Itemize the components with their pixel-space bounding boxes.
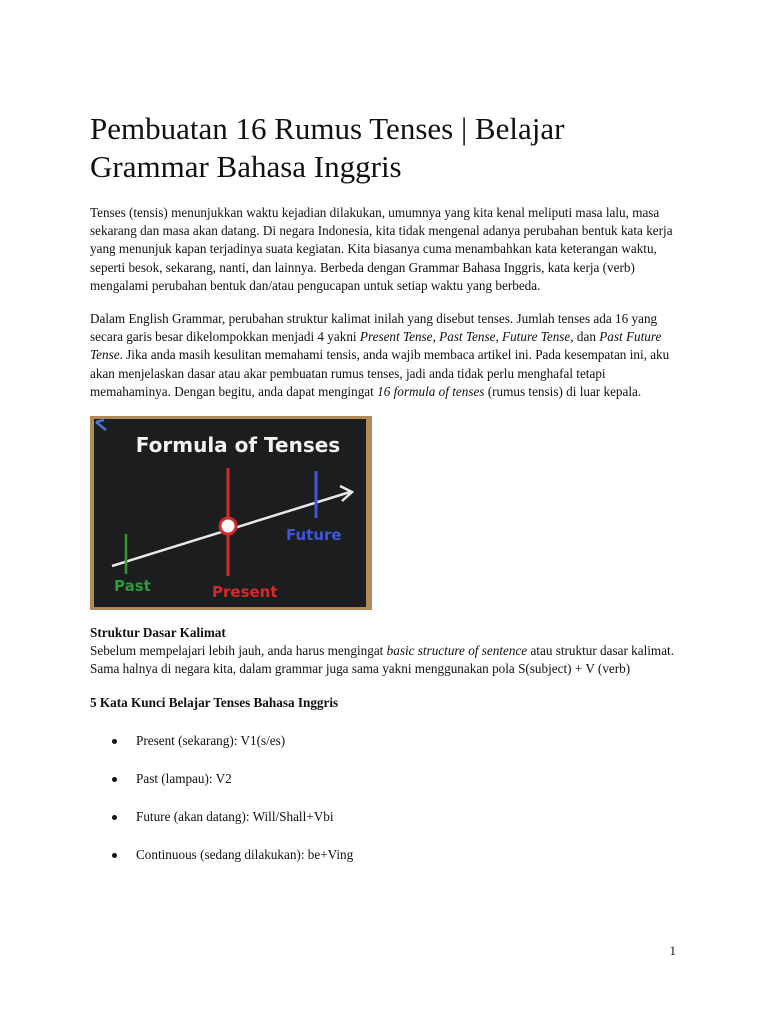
list-item [90, 770, 680, 788]
text-run: (rumus tensis) di luar kepala. [484, 383, 642, 399]
section-heading-struktur: Struktur Dasar Kalimat [90, 625, 226, 641]
list-item-text: Present (sekarang): V1(s/es) [136, 732, 286, 748]
document-page [90, 110, 680, 884]
text-run: . Jika anda masih kesulitan memahami tensis, anda wajib membaca artikel ini. Pada kesempatan ini, aku akan menjelaskan dasar atau akar pembuatan rumus tenses, jadi anda tidak perlu menghafal tetapi memahaminya. Dengan begitu, anda dapat mengingat [90, 347, 670, 399]
emphasis-16-formula: 16 formula of tenses [377, 383, 485, 399]
intro-paragraph: Tenses (tensis) menunjukkan waktu kejadian dilakukan, umumnya yang kita kenal meliputi masa lalu, masa sekarang dan masa akan datang. Di negara Indonesia, kita tidak mengenal adanya perubahan bentuk kata kerja yang menunjuk kapan terjadinya suata kegiatan. Kita biasanya cuma menambahkan kata keterangan waktu, seperti besok, sekarang, nanti, dan lainnya. Berbeda dengan Grammar Bahasa Inggris, kata kerja (verb) mengalami perubahan bentuk dan/atau pengucapan untuk setiap waktu yang berbeda. [90, 205, 673, 293]
emphasis-future-tense: Future Tense [502, 329, 571, 345]
list-item-text: Continuous (sedang dilakukan): be+Ving [136, 846, 354, 862]
bullet-icon [112, 853, 117, 858]
list-item-text: Future (akan datang): Will/Shall+Vbi [136, 808, 334, 824]
page-number: 1 [669, 943, 676, 958]
figure-title: Formula of Tenses [135, 433, 341, 458]
future-label: Future [286, 526, 342, 545]
text-run: Dalam English Grammar, perubahan struktur kalimat inilah yang disebut tenses. Jumlah tenses ada 16 yang secara garis besar dikelompokkan menjadi 4 yakni [90, 311, 658, 345]
bullet-icon [112, 815, 117, 820]
past-label: Past [114, 577, 151, 596]
document-title: Pembuatan 16 Rumus Tenses | Belajar Grammar Bahasa Inggris [90, 111, 565, 184]
bullet-icon [112, 777, 117, 782]
list-item [90, 732, 680, 750]
emphasis-past-tense: Past Tense [439, 329, 496, 345]
formula-of-tenses-image [90, 416, 372, 610]
present-label: Present [212, 583, 278, 602]
text-run: , [432, 329, 440, 345]
keyword-list [90, 732, 680, 864]
tenses-paragraph [90, 310, 680, 401]
text-run: , [495, 329, 503, 345]
section-heading-kata-kunci: 5 Kata Kunci Belajar Tenses Bahasa Inggris [90, 694, 339, 710]
list-item [90, 846, 680, 864]
text-run: Sebelum mempelajari lebih jauh, anda harus mengingat [90, 643, 387, 659]
emphasis-present-tense: Present Tense [359, 329, 433, 345]
text-run: , dan [570, 329, 600, 345]
present-point [220, 518, 236, 534]
emphasis-past-future-tense: Past Future Tense [90, 329, 662, 363]
list-item-text: Past (lampau): V2 [136, 770, 232, 786]
text-run: atau struktur dasar kalimat. Sama halnya di negara kita, dalam grammar juga sama yakni menggunakan pola S(subject) + V (verb) [90, 643, 675, 677]
emphasis-basic-structure: basic structure of sentence [386, 643, 528, 659]
bullet-icon [112, 739, 117, 744]
list-item [90, 808, 680, 826]
structure-section [90, 624, 680, 679]
